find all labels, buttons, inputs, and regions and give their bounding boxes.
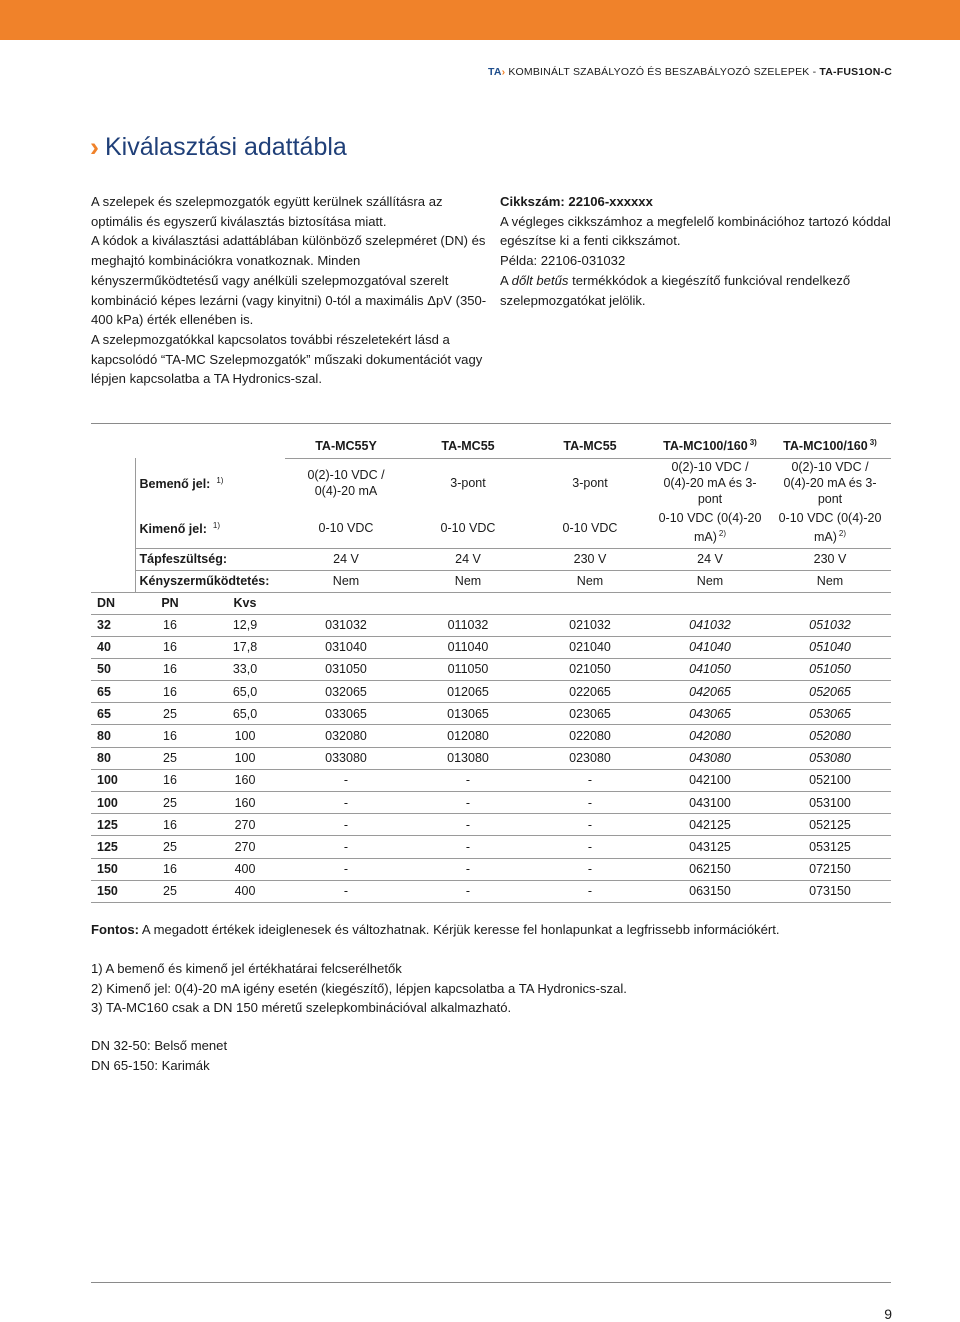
code-cell: 041040 [651, 636, 769, 658]
code-cell: 052125 [769, 814, 891, 836]
page-number: 9 [884, 1306, 892, 1322]
code-cell: - [407, 836, 529, 858]
intro-paragraph: A szelepek és szelepmozgatók együtt kerülnek szállításra az optimális és egyszerű kiválasztás biztosítása miatt. [91, 194, 443, 229]
table-row [91, 636, 891, 658]
spec-cell: 0(2)-10 VDC / 0(4)-20 mA és 3-pont [783, 460, 877, 507]
table-row [91, 747, 891, 769]
section-title [90, 132, 347, 163]
kvs-cell: 33,0 [205, 658, 285, 680]
spec-cell: 24 V [285, 548, 407, 570]
dn-cell: 100 [91, 769, 135, 791]
kvs-cell: 17,8 [205, 636, 285, 658]
header-product-code: TA-FUS1ON-C [819, 66, 892, 78]
code-cell: 011040 [407, 636, 529, 658]
table-row [91, 681, 891, 703]
code-cell: 023065 [529, 703, 651, 725]
code-cell: 042100 [651, 769, 769, 791]
dn-note: DN 65-150: Karimák [91, 1057, 210, 1073]
code-cell: 033065 [285, 703, 407, 725]
code-cell: 051032 [769, 614, 891, 636]
spec-cell: 24 V [651, 548, 769, 570]
selection-table [91, 434, 891, 903]
code-rows [91, 614, 891, 902]
pn-cell: 16 [135, 614, 205, 636]
fail-safe-row [91, 570, 891, 592]
spec-cell: 24 V [407, 548, 529, 570]
table-row [91, 769, 891, 791]
code-cell: 041032 [651, 614, 769, 636]
code-cell: 042125 [651, 814, 769, 836]
code-cell: 051050 [769, 658, 891, 680]
table-row [91, 658, 891, 680]
dn-cell: 150 [91, 880, 135, 902]
spec-cell: 0(2)-10 VDC / 0(4)-20 mA [307, 468, 385, 499]
important-note [91, 920, 780, 940]
pn-cell: 25 [135, 792, 205, 814]
spec-cell: 0-10 VDC [440, 520, 496, 535]
kvs-cell: 100 [205, 747, 285, 769]
code-cell: - [407, 792, 529, 814]
dn-cell: 150 [91, 858, 135, 880]
dn-connection-notes [91, 1036, 227, 1075]
kvs-cell: 65,0 [205, 703, 285, 725]
spec-cell: 0-10 VDC [318, 520, 374, 535]
dn-note: DN 32-50: Belső menet [91, 1038, 228, 1053]
code-cell: 011032 [407, 614, 529, 636]
important-text: A megadott értékek ideiglenesek és változhatnak. Kérjük keresse fel honlapunkat a legfrissebb információkért. [139, 922, 780, 937]
code-cell: - [285, 792, 407, 814]
code-cell: - [529, 880, 651, 902]
code-cell: - [529, 858, 651, 880]
code-cell: 063150 [651, 880, 769, 902]
code-cell: - [285, 814, 407, 836]
code-cell: 012080 [407, 725, 529, 747]
code-cell: - [529, 814, 651, 836]
spec-cell: Nem [407, 570, 529, 592]
kvs-cell: 65,0 [205, 681, 285, 703]
code-cell: - [285, 880, 407, 902]
table-row [91, 836, 891, 858]
dn-cell: 32 [91, 614, 135, 636]
spec-cell: Nem [285, 570, 407, 592]
table-row [91, 614, 891, 636]
pn-cell: 16 [135, 858, 205, 880]
italic-term: dőlt betűs [511, 272, 569, 288]
kvs-cell: 160 [205, 792, 285, 814]
code-cell: 011050 [407, 658, 529, 680]
code-cell: - [529, 769, 651, 791]
dn-cell: 125 [91, 814, 135, 836]
code-cell: 022065 [529, 681, 651, 703]
article-number-example: Példa: 22106-031032 [500, 253, 626, 269]
code-cell: 053080 [769, 747, 891, 769]
kvs-cell: 400 [205, 858, 285, 880]
table-top-rule [91, 423, 891, 424]
dn-cell: 80 [91, 747, 135, 769]
intro-paragraph: A szelepmozgatókkal kapcsolatos további részeletekért lásd a kapcsolódó “TA-MC Szelepmozgatók” műszaki dokumentációt vagy lépjen kapcsolatba a TA Hydronics-szal. [91, 331, 483, 387]
footnote: 1) A bemenő és kimenő jel értékhatárai felcserélhetők [91, 961, 402, 976]
code-cell: 022080 [529, 725, 651, 747]
model-header: TA-MC55 [529, 434, 651, 458]
code-cell: - [407, 880, 529, 902]
pn-cell: 16 [135, 769, 205, 791]
pn-cell: 25 [135, 747, 205, 769]
table-row [91, 792, 891, 814]
code-cell: 053125 [769, 836, 891, 858]
spec-cell: 0-10 VDC (0(4)-20 mA) $^{2)}$ [658, 511, 762, 545]
footnote: 2) Kimenő jel: 0(4)-20 mA igény esetén (kiegészítő), lépjen kapcsolatba a TA Hydronics-szal. [91, 980, 627, 996]
code-cell: 073150 [769, 880, 891, 902]
dn-cell: 65 [91, 681, 135, 703]
footer-rule [91, 1282, 891, 1283]
spec-cell: Nem [769, 570, 891, 592]
article-number-instruction: A végleges cikkszámhoz a megfelelő kombinációhoz tartozó kóddal egészítse ki a fenti cikkszámot. [500, 213, 891, 249]
code-cell: - [285, 769, 407, 791]
spec-cell: 3-pont [572, 476, 608, 491]
pn-cell: 25 [135, 880, 205, 902]
code-cell: - [285, 836, 407, 858]
chevron-right-icon: › [501, 66, 506, 78]
pn-cell: 25 [135, 703, 205, 725]
footnote: 3) TA-MC160 csak a DN 150 méretű szelepkombinációval alkalmazható. [91, 1000, 512, 1016]
code-cell: 032065 [285, 681, 407, 703]
pn-cell: 16 [135, 725, 205, 747]
article-number-label: Cikkszám: 22106-xxxxxx [500, 194, 653, 209]
code-cell: 062150 [651, 858, 769, 880]
code-cell: - [529, 792, 651, 814]
kvs-cell: 160 [205, 769, 285, 791]
col-header-pn: PN [135, 592, 205, 614]
code-cell: 042065 [651, 681, 769, 703]
supply-voltage-row [91, 548, 891, 570]
model-header-row [91, 434, 891, 458]
code-cell: 023080 [529, 747, 651, 769]
code-cell: 032080 [285, 725, 407, 747]
kvs-cell: 100 [205, 725, 285, 747]
input-signal-label: Bemenő jel: $^{1)}$ [135, 458, 285, 508]
spec-cell: 230 V [769, 548, 891, 570]
intro-left-column [91, 192, 487, 389]
input-signal-row [91, 458, 891, 508]
pn-cell: 16 [135, 658, 205, 680]
pn-cell: 16 [135, 814, 205, 836]
code-cell: 021050 [529, 658, 651, 680]
code-cell: 042080 [651, 725, 769, 747]
code-cell: - [407, 814, 529, 836]
spec-cell: 0-10 VDC [562, 520, 618, 535]
code-cell: 021040 [529, 636, 651, 658]
dn-cell: 125 [91, 836, 135, 858]
dn-cell: 100 [91, 792, 135, 814]
dn-cell: 80 [91, 725, 135, 747]
intro-paragraph: A kódok a kiválasztási adattáblában különböző szelepméret (DN) és meghajtó kombinációkra vonatkoznak. Minden kényszerműködtetésű vagy anélküli szelepmozgatóval szerelt kombináció képes lezárni (vagy kinyitni) 0-tól a maximális ΔpV (350-400 kPa) érték ellenében is. [91, 233, 487, 328]
kvs-cell: 270 [205, 836, 285, 858]
code-cell: 031050 [285, 658, 407, 680]
dn-cell: 50 [91, 658, 135, 680]
code-cell: 053100 [769, 792, 891, 814]
table-row [91, 703, 891, 725]
code-cell: - [407, 858, 529, 880]
pn-cell: 16 [135, 681, 205, 703]
output-signal-label: Kimenő jel: $^{1)}$ [135, 508, 285, 548]
code-cell: 012065 [407, 681, 529, 703]
code-cell: 052065 [769, 681, 891, 703]
code-cell: 043080 [651, 747, 769, 769]
code-cell: 013065 [407, 703, 529, 725]
spec-cell: 3-pont [450, 476, 486, 491]
table-row [91, 880, 891, 902]
top-orange-band [0, 0, 960, 40]
pn-cell: 25 [135, 836, 205, 858]
code-cell: 041050 [651, 658, 769, 680]
dn-cell: 65 [91, 703, 135, 725]
output-signal-row [91, 508, 891, 548]
code-cell: 052080 [769, 725, 891, 747]
model-header: TA-MC100/160 $^{3)}$ [769, 434, 891, 458]
italic-code-note: A dőlt betűs termékkódok a kiegészítő funkcióval rendelkező szelepmozgatókat jelölik. [500, 272, 851, 308]
code-cell: 033080 [285, 747, 407, 769]
code-cell: - [285, 858, 407, 880]
kvs-cell: 270 [205, 814, 285, 836]
code-cell: 043125 [651, 836, 769, 858]
code-cell: 031040 [285, 636, 407, 658]
table-row [91, 814, 891, 836]
important-label: Fontos: [91, 922, 139, 937]
column-header-row [91, 592, 891, 614]
intro-right-column [500, 192, 900, 310]
header-title: KOMBINÁLT SZABÁLYOZÓ ÉS BESZABÁLYOZÓ SZELEPEK - [508, 66, 820, 78]
code-cell: 051040 [769, 636, 891, 658]
code-cell: 043100 [651, 792, 769, 814]
code-cell: 043065 [651, 703, 769, 725]
code-cell: 013080 [407, 747, 529, 769]
running-header [488, 66, 892, 78]
spec-cell: Nem [651, 570, 769, 592]
model-header: TA-MC55Y [285, 434, 407, 458]
pn-cell: 16 [135, 636, 205, 658]
code-cell: 053065 [769, 703, 891, 725]
code-cell: 031032 [285, 614, 407, 636]
kvs-cell: 12,9 [205, 614, 285, 636]
table-row [91, 725, 891, 747]
spec-cell: 0-10 VDC (0(4)-20 mA) $^{2)}$ [778, 511, 882, 545]
code-cell: - [407, 769, 529, 791]
table-row [91, 858, 891, 880]
section-title-text: Kiválasztási adattábla [105, 133, 347, 161]
spec-cell: Nem [529, 570, 651, 592]
model-header: TA-MC100/160 $^{3)}$ [651, 434, 769, 458]
col-header-dn: DN [91, 592, 135, 614]
code-cell: - [529, 836, 651, 858]
footnotes [91, 959, 627, 1018]
spec-cell: 0(2)-10 VDC / 0(4)-20 mA és 3-pont [663, 460, 757, 507]
code-cell: 052100 [769, 769, 891, 791]
chevron-right-icon: › [90, 132, 99, 162]
kvs-cell: 400 [205, 880, 285, 902]
brand-ta: TA [488, 66, 502, 78]
spec-cell: 230 V [529, 548, 651, 570]
supply-voltage-label: Tápfeszültség: [135, 548, 285, 570]
model-header: TA-MC55 [407, 434, 529, 458]
fail-safe-label: Kényszerműködtetés: [135, 570, 285, 592]
code-cell: 072150 [769, 858, 891, 880]
col-header-kvs: Kvs [205, 592, 285, 614]
code-cell: 021032 [529, 614, 651, 636]
dn-cell: 40 [91, 636, 135, 658]
